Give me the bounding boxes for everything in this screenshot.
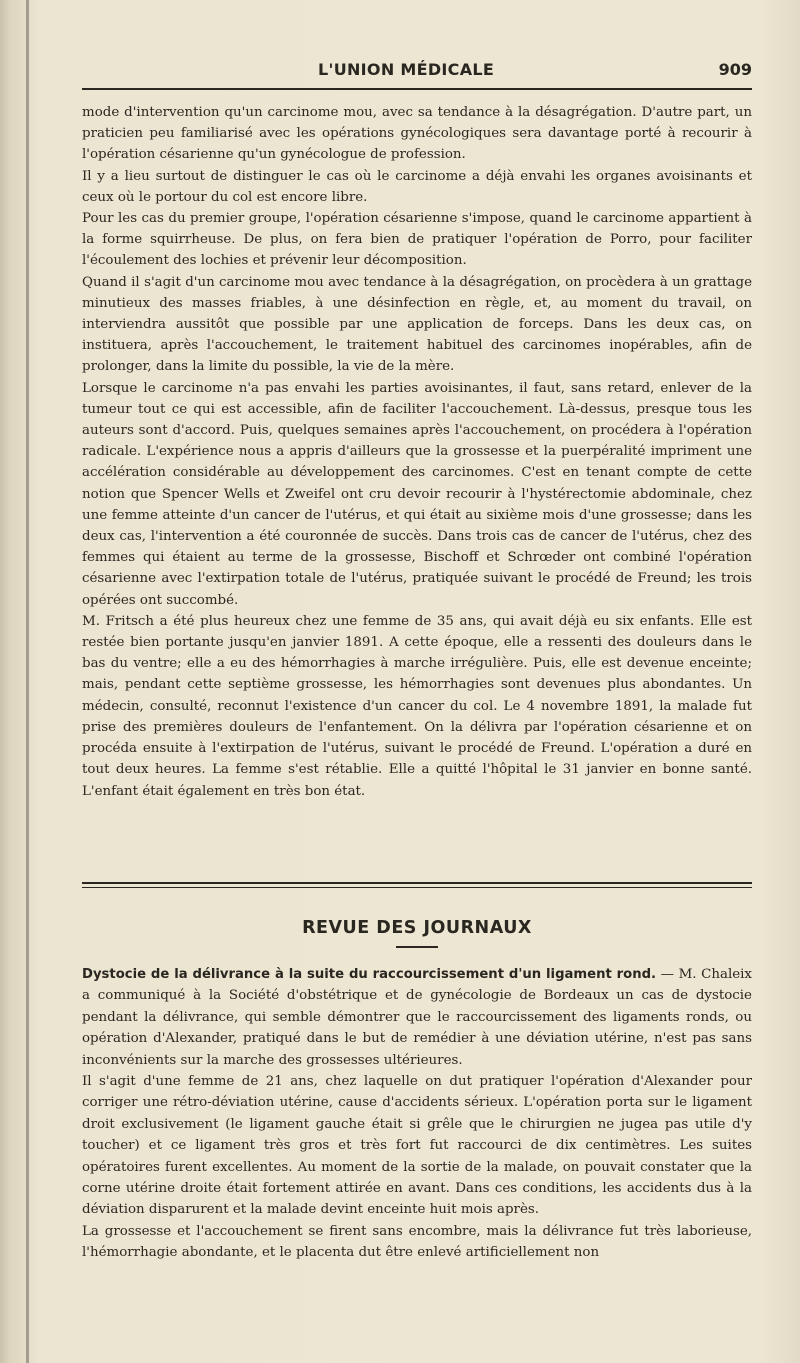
binding-edge [26,0,29,1363]
section-divider [82,882,752,888]
paragraph: mode d'intervention qu'un carcinome mou, avec sa tendance à la désagrégation. D'autre part, un praticien peu familiarisé avec les opérations gynécologiques sera davantage porté à recourir à l'opération césarienne qu'un gynécologue de profession. [82,105,752,163]
paragraph: Pour les cas du premier groupe, l'opération césarienne s'impose, quand le carcinome appartient à la forme squirrheuse. De plus, on fera bien de pratiquer l'opération de Porro, pour faciliter l'écoulement des lochies et prévenir leur décomposition. [82,211,752,269]
paragraph: Il s'agit d'une femme de 21 ans, chez laquelle on dut pratiquer l'opération d'Alexander pour corriger une rétro-déviation utérine, cause d'accidents sérieux. L'opération porta sur le ligament droit exclusivement (le ligament gauche était si grêle que le chirurgien ne jugea pas utile d'y toucher) et ce ligament très gros et très fort fut raccourci de dix centimètres. Les suites opératoires furent excellentes. Au moment de la sortie de la malade, on pouvait constater que la corne utérine droite était fortement attirée en avant. Dans ces conditions, les accidents dus à la déviation disparurent et la malade devint enceinte huit mois après. [82,1074,752,1218]
page-number: 909 [718,60,752,79]
journal-review-article [82,964,752,1264]
section-title-underline [396,946,438,948]
header-rule [82,88,752,90]
article-intro-text: — M. Chaleix a communiqué à la Société d'obstétrique et de gynécologie de Bordeaux un cas de dystocie pendant la délivrance, qui semble démontrer que le raccourcissement des ligaments ronds, ou opération d'Alexander, pratiqué dans le but de remédier à une déviation utérine, n'est pas sans inconvénients sur la marche des grossesses ultérieures. [82,967,752,1068]
main-text [82,102,752,802]
paragraph: La grossesse et l'accouchement se firent sans encombre, mais la délivrance fut très laborieuse, l'hémorrhagie abondante, et le placenta dut être enlevé artificiellement non [82,1223,752,1261]
paragraph: Lorsque le carcinome n'a pas envahi les parties avoisinantes, il faut, sans retard, enlever de la tumeur tout ce qui est accessible, afin de faciliter l'accouchement. Là-dessus, presque tous les auteurs sont d'accord. Puis, quelques semaines après l'accouchement, on procédera à l'opération radicale. L'expérience nous a appris d'ailleurs que la grossesse et la puerpéralité impriment une accélération considérable au développement des carcinomes. C'est en tenant compte de cette notion que Spencer Wells et Zweifel ont cru devoir recourir à l'hystérectomie abdominale, chez une femme atteinte d'un cancer de l'utérus, et qui était au sixième mois d'une grossesse; dans les deux cas, l'intervention a été couronnée de succès. Dans trois cas de cancer de l'utérus, chez des femmes qui étaient au terme de la grossesse, Bischoff et Schrœder ont combiné l'opération césarienne avec l'extirpation totale de l'utérus, pratiquée suivant le procédé de Freund; les trois opérées ont succombé. [82,380,752,608]
running-header [82,58,752,88]
section-title: REVUE DES JOURNAUX [302,918,532,938]
paragraph: Il y a lieu surtout de distinguer le cas où le carcinome a déjà envahi les organes avoisinants et ceux où le portour du col est encore libre. [82,168,752,205]
paragraph: M. Fritsch a été plus heureux chez une femme de 35 ans, qui avait déjà eu six enfants. Elle est restée bien portante jusqu'en janvier 1891. A cette époque, elle a ressenti des douleurs dans le bas du ventre; elle a eu des hémorrhagies à marche irrégulière. Puis, elle est devenue enceinte; mais, pendant cette septième grossesse, les hémorrhagies sont devenues plus abondantes. Un médecin, consulté, reconnut l'existence d'un cancer du col. Le 4 novembre 1891, la malade fut prise des premières douleurs de l'enfantement. On la délivra par l'opération césarienne et on procéda ensuite à l'extirpation de l'utérus, suivant le procédé de Freund. L'opération a duré en tout deux heures. La femme s'est rétablie. Elle a quitté l'hôpital le 31 janvier en bonne santé. L'enfant était également en très bon état. [82,613,752,799]
article-intro [82,964,752,1071]
paragraph: Quand il s'agit d'un carcinome mou avec tendance à la désagrégation, on procèdera à un grattage minutieux des masses friables, à une désinfection en règle, et, au moment du travail, on interviendra aussitôt que possible par une application de forceps. Dans les deux cas, on instituera, après l'accouchement, le traitement habituel des carcinomes inopérables, afin de prolonger, dans la limite du possible, la vie de la mère. [82,274,752,375]
article-heading: Dystocie de la délivrance à la suite du raccourcissement d'un ligament rond. [82,967,657,982]
journal-title: L'UNION MÉDICALE [318,60,495,79]
